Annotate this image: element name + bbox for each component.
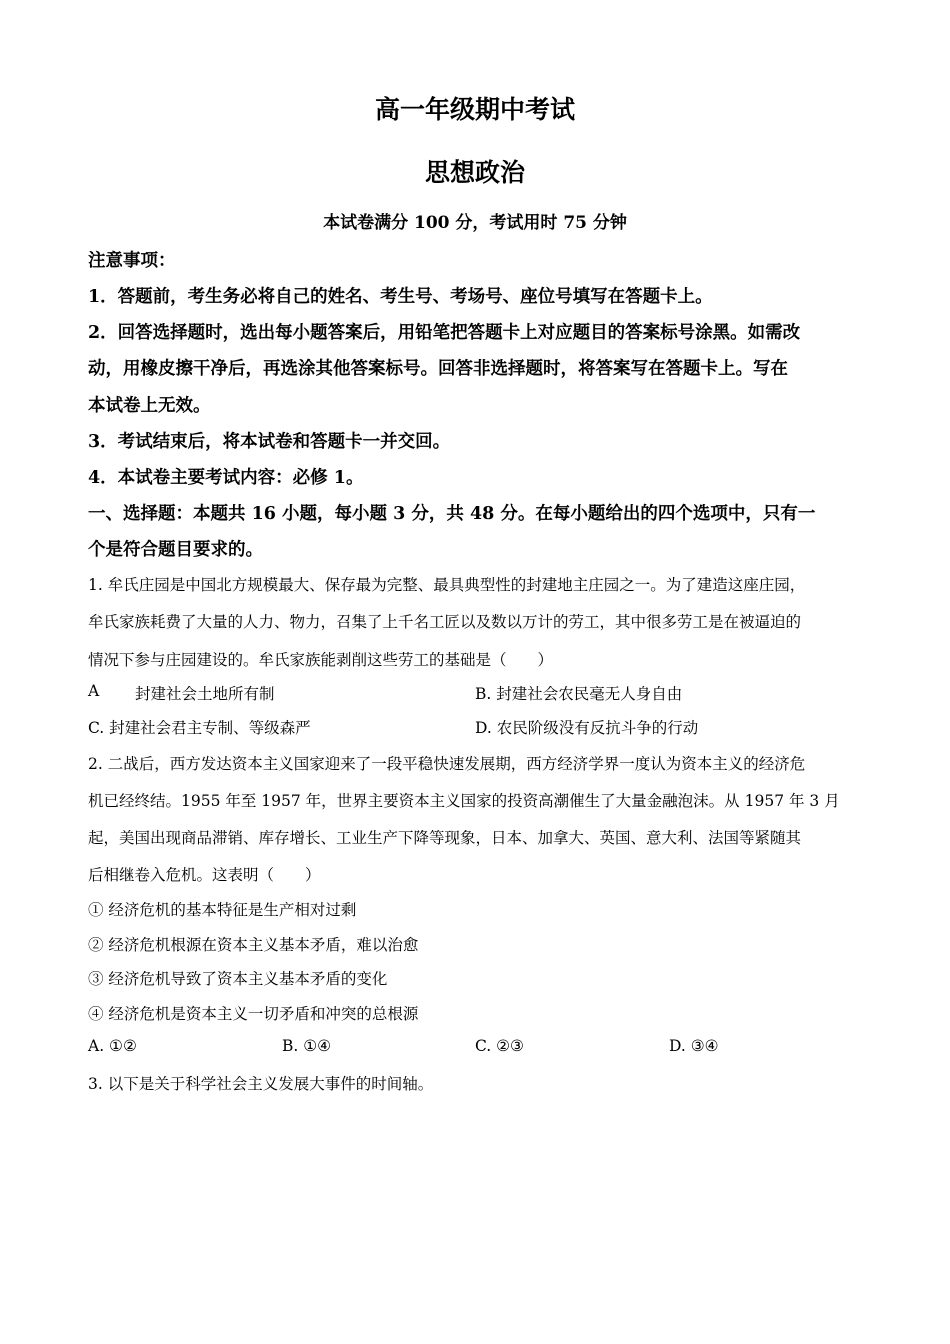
q1-stem-line-1: 1. 牟氏庄园是中国北方规模最大、保存最为完整、最具典型性的封建地主庄园之一。为了建造这座庄园， (88, 576, 806, 594)
exam-subtitle: 本试卷满分 100 分，考试用时 75 分钟 (323, 213, 627, 233)
q2-statement-1: ① 经济危机的基本特征是生产相对过剩 (88, 901, 357, 919)
q1-option-d: D. 农民阶级没有反抗斗争的行动 (475, 719, 699, 737)
q1-option-a: 封建社会土地所有制 (135, 685, 275, 703)
q1-stem-line-3: 情况下参与庄园建设的。牟氏家族能剥削这些劳工的基础是（ ） (88, 651, 554, 669)
q2-statement-3: ③ 经济危机导致了资本主义基本矛盾的变化 (88, 970, 388, 988)
exam-title: 高一年级期中考试 (374, 95, 575, 124)
q2-stem-line-1: 2. 二战后，西方发达资本主义国家迎来了一段平稳快速发展期，西方经济学界一度认为资本主义的经济危 (88, 755, 806, 773)
q2-option-d: D. ③④ (669, 1037, 719, 1055)
section-heading-line-1: 一、选择题：本题共 16 小题，每小题 3 分，共 48 分。在每小题给出的四个选项中，只有一 (88, 504, 816, 524)
notes-heading: 注意事项： (88, 251, 176, 271)
q1-option-c: C. 封建社会君主专制、等级森严 (88, 719, 311, 737)
note-item-4: 4．本试卷主要考试内容：必修 1。 (88, 468, 364, 488)
q2-stem-line-3: 起，美国出现商品滞销、库存增长、工业生产下降等现象，日本、加拿大、英国、意大利、法国等紧随其 (88, 829, 802, 847)
q3-stem-line-1: 3. 以下是关于科学社会主义发展大事件的时间轴。 (88, 1075, 434, 1093)
note-item-3: 3．考试结束后，将本试卷和答题卡一并交回。 (88, 432, 451, 452)
q2-stem-line-2: 机已经终结。1955 年至 1957 年，世界主要资本主义国家的投资高潮催生了大量金融泡沫。从 1957 年 3 月 (88, 792, 840, 810)
q2-option-c: C. ②③ (475, 1037, 524, 1055)
q2-option-b: B. ①④ (282, 1037, 332, 1055)
q2-statement-4: ④ 经济危机是资本主义一切矛盾和冲突的总根源 (88, 1005, 419, 1023)
q2-statement-2: ② 经济危机根源在资本主义基本矛盾，难以治愈 (88, 936, 419, 954)
q1-stem-line-2: 牟氏家族耗费了大量的人力、物力，召集了上千名工匠以及数以万计的劳工，其中很多劳工是在被逼迫的 (88, 613, 802, 631)
q1-option-a-letter: A (88, 682, 100, 700)
note-item-1: 1．答题前，考生务必将自己的姓名、考生号、考场号、座位号填写在答题卡上。 (88, 287, 713, 307)
note-item-2-line-2: 动，用橡皮擦干净后，再选涂其他答案标号。回答非选择题时，将答案写在答题卡上。写在 (88, 359, 788, 379)
q2-stem-line-4: 后相继卷入危机。这表明（ ） (88, 866, 321, 884)
section-heading-line-2: 个是符合题目要求的。 (88, 540, 263, 560)
note-item-2-line-1: 2．回答选择题时，选出每小题答案后，用铅笔把答题卡上对应题目的答案标号涂黑。如需改 (88, 323, 801, 343)
q2-option-a: A. ①② (88, 1037, 137, 1055)
q1-option-b: B. 封建社会农民毫无人身自由 (475, 685, 683, 703)
subject-title: 思想政治 (424, 158, 525, 187)
note-item-2-line-3: 本试卷上无效。 (88, 396, 211, 416)
